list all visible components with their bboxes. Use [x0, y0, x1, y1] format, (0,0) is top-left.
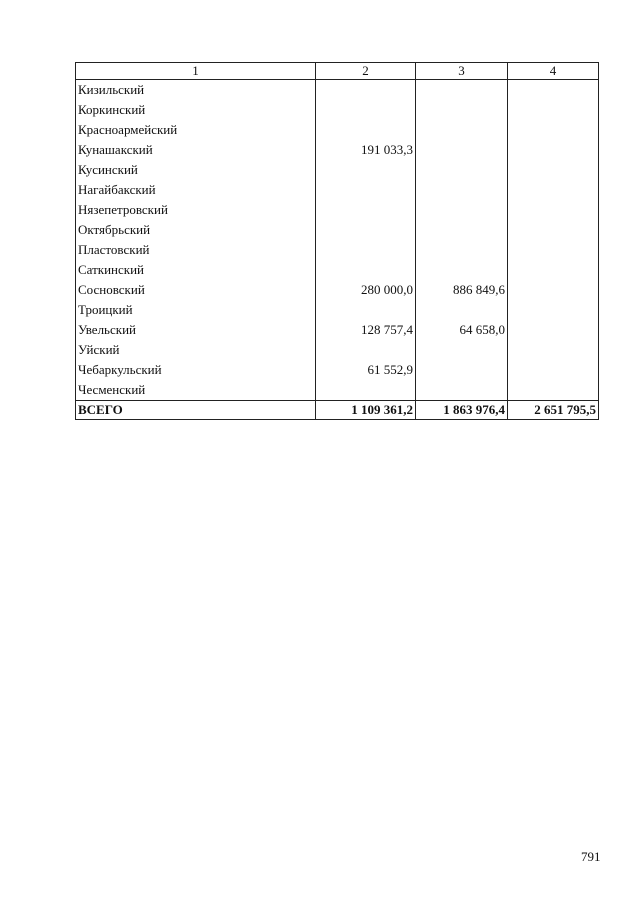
value-cell-col-4: [508, 200, 599, 220]
value-cell-col-3: [416, 100, 508, 120]
district-name-cell: Коркинский: [76, 100, 316, 120]
value-cell-col-3: [416, 200, 508, 220]
value-cell-col-2: [316, 160, 416, 180]
value-cell-col-3: [416, 80, 508, 101]
total-col-4: 2 651 795,5: [508, 401, 599, 420]
value-cell-col-3: [416, 240, 508, 260]
value-cell-col-3: 886 849,6: [416, 280, 508, 300]
value-cell-col-2: [316, 220, 416, 240]
value-cell-col-2: 280 000,0: [316, 280, 416, 300]
table-total-row: [76, 401, 599, 420]
table-row: [76, 120, 599, 140]
table-row: [76, 220, 599, 240]
district-name-cell: Троицкий: [76, 300, 316, 320]
total-label: ВСЕГО: [76, 401, 316, 420]
value-cell-col-3: 64 658,0: [416, 320, 508, 340]
value-cell-col-2: [316, 240, 416, 260]
district-name-cell: Чебаркульский: [76, 360, 316, 380]
district-name-cell: Нагайбакский: [76, 180, 316, 200]
value-cell-col-4: [508, 280, 599, 300]
table-row: [76, 100, 599, 120]
value-cell-col-3: [416, 120, 508, 140]
table-row: [76, 380, 599, 401]
district-name-cell: Кунашакский: [76, 140, 316, 160]
value-cell-col-4: [508, 100, 599, 120]
value-cell-col-4: [508, 220, 599, 240]
value-cell-col-2: [316, 260, 416, 280]
table-row: [76, 280, 599, 300]
district-name-cell: Кусинский: [76, 160, 316, 180]
table-row: [76, 180, 599, 200]
district-name-cell: Октябрьский: [76, 220, 316, 240]
value-cell-col-3: [416, 360, 508, 380]
table-row: [76, 80, 599, 101]
value-cell-col-2: [316, 200, 416, 220]
value-cell-col-2: [316, 80, 416, 101]
value-cell-col-4: [508, 160, 599, 180]
district-name-cell: Увельский: [76, 320, 316, 340]
value-cell-col-4: [508, 120, 599, 140]
table-row: [76, 160, 599, 180]
table-row: [76, 260, 599, 280]
value-cell-col-2: [316, 340, 416, 360]
header-cell-1: 1: [76, 63, 316, 80]
value-cell-col-2: 128 757,4: [316, 320, 416, 340]
value-cell-col-4: [508, 180, 599, 200]
district-name-cell: Уйский: [76, 340, 316, 360]
total-col-2: 1 109 361,2: [316, 401, 416, 420]
header-cell-2: 2: [316, 63, 416, 80]
table-row: [76, 360, 599, 380]
total-col-3: 1 863 976,4: [416, 401, 508, 420]
table-row: [76, 340, 599, 360]
value-cell-col-4: [508, 320, 599, 340]
value-cell-col-4: [508, 80, 599, 101]
value-cell-col-2: [316, 100, 416, 120]
district-name-cell: Чесменский: [76, 380, 316, 401]
table-header-row: [76, 63, 599, 80]
value-cell-col-4: [508, 260, 599, 280]
page-number: 791: [581, 849, 601, 864]
value-cell-col-3: [416, 260, 508, 280]
value-cell-col-2: [316, 380, 416, 401]
table-row: [76, 300, 599, 320]
value-cell-col-3: [416, 180, 508, 200]
value-cell-col-3: [416, 300, 508, 320]
district-name-cell: Пластовский: [76, 240, 316, 260]
value-cell-col-4: [508, 300, 599, 320]
value-cell-col-3: [416, 340, 508, 360]
table-row: [76, 200, 599, 220]
table-row: [76, 320, 599, 340]
budget-table: [75, 62, 599, 420]
value-cell-col-2: [316, 180, 416, 200]
value-cell-col-4: [508, 140, 599, 160]
district-name-cell: Красноармейский: [76, 120, 316, 140]
value-cell-col-4: [508, 340, 599, 360]
table-row: [76, 240, 599, 260]
table-body: [76, 63, 599, 420]
district-name-cell: Саткинский: [76, 260, 316, 280]
value-cell-col-3: [416, 140, 508, 160]
value-cell-col-2: [316, 300, 416, 320]
value-cell-col-3: [416, 220, 508, 240]
value-cell-col-4: [508, 380, 599, 401]
header-cell-4: 4: [508, 63, 599, 80]
value-cell-col-4: [508, 240, 599, 260]
value-cell-col-2: 191 033,3: [316, 140, 416, 160]
header-cell-3: 3: [416, 63, 508, 80]
value-cell-col-2: [316, 120, 416, 140]
district-name-cell: Кизильский: [76, 80, 316, 101]
value-cell-col-3: [416, 380, 508, 401]
district-name-cell: Сосновский: [76, 280, 316, 300]
value-cell-col-4: [508, 360, 599, 380]
value-cell-col-2: 61 552,9: [316, 360, 416, 380]
district-name-cell: Нязепетровский: [76, 200, 316, 220]
table-row: [76, 140, 599, 160]
value-cell-col-3: [416, 160, 508, 180]
